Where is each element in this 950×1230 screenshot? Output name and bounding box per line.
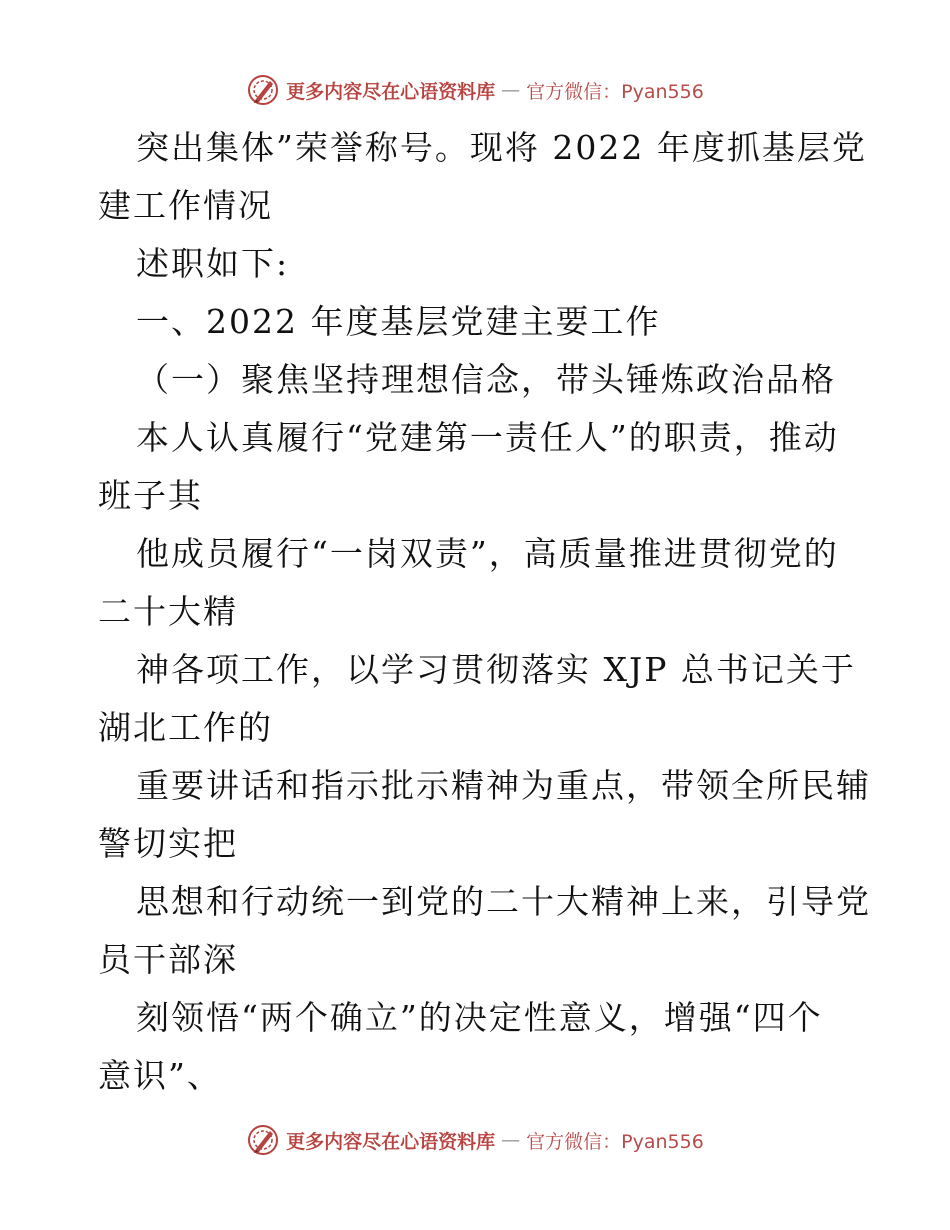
body-line: 本人认真履行“党建第一责任人”的职责，推动 — [136, 418, 839, 457]
body-line: 刻领悟“两个确立”的决定性意义，增强“四个 — [136, 998, 823, 1037]
body-line: 他成员履行“一岗双责”，高质量推进贯彻党的 — [136, 534, 839, 573]
pen-nib-logo-icon — [246, 1123, 280, 1157]
body-line: 重要讲话和指示批示精神为重点，带领全所民辅 — [136, 766, 871, 805]
watermark-brand: 更多内容尽在心语资料库 — [286, 1130, 496, 1153]
section-heading: 一、2022 年度基层党建主要工作 — [136, 302, 661, 341]
footer-watermark — [0, 1120, 950, 1160]
watermark-brand: 更多内容尽在心语资料库 — [286, 80, 496, 103]
watermark-contact: 官方微信：Pyan556 — [526, 80, 704, 103]
body-line: 员干部深 — [98, 940, 238, 979]
body-line: 述职如下: — [136, 244, 290, 283]
watermark-separator: — — [501, 1129, 521, 1151]
pen-nib-logo-icon — [246, 73, 280, 107]
body-line: 思想和行动统一到党的二十大精神上来，引导党 — [136, 882, 871, 921]
body-line: 警切实把 — [98, 824, 238, 863]
body-line: 意识”、 — [98, 1056, 222, 1095]
body-line: 二十大精 — [98, 592, 238, 631]
subsection-heading: （一）聚焦坚持理想信念，带头锤炼政治品格 — [136, 360, 836, 399]
watermark-separator: — — [501, 79, 521, 101]
body-line: 神各项工作，以学习贯彻落实 XJP 总书记关于 — [136, 650, 856, 689]
header-watermark — [0, 70, 950, 110]
watermark-contact: 官方微信：Pyan556 — [526, 1130, 704, 1153]
body-line: 班子其 — [98, 476, 203, 515]
body-line: 湖北工作的 — [98, 708, 273, 747]
body-line: 建工作情况 — [98, 186, 273, 225]
body-line: 突出集体”荣誉称号。现将 2022 年度抓基层党 — [136, 128, 867, 167]
